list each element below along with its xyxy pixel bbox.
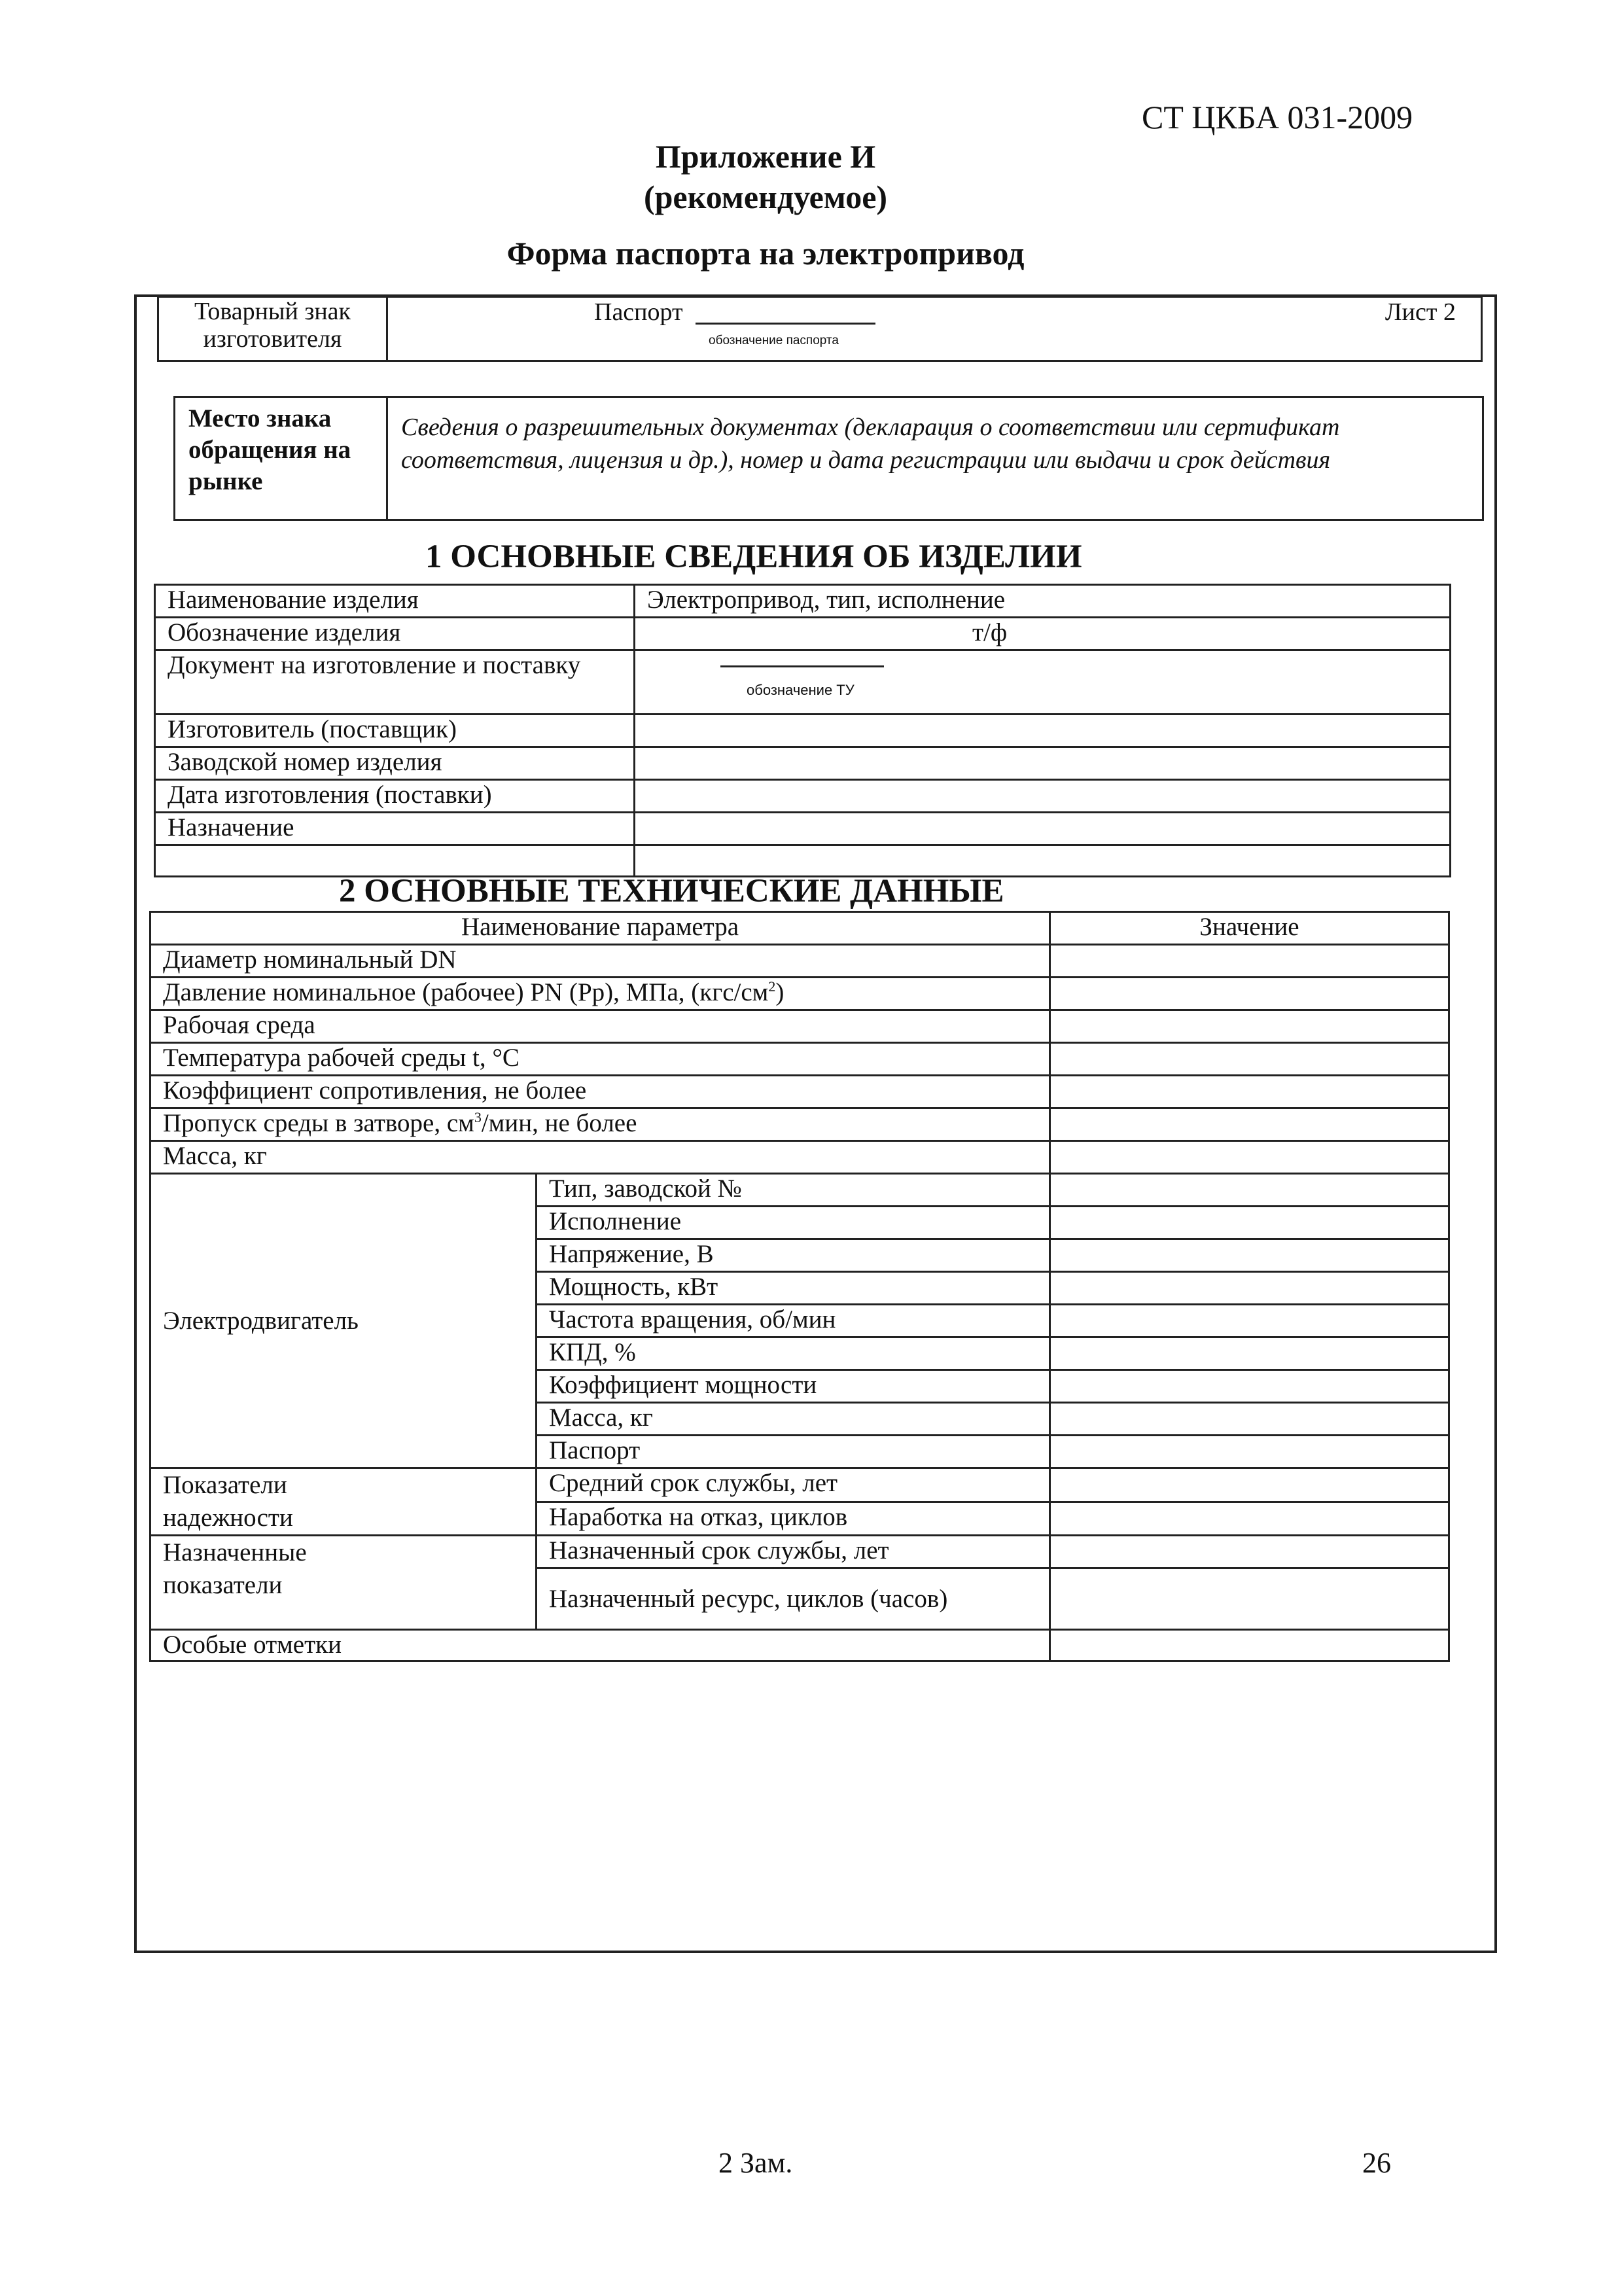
trademark-label: Товарный знак изготовителя bbox=[158, 297, 387, 361]
table-row bbox=[150, 1536, 1449, 1568]
passport-line bbox=[696, 323, 875, 325]
param-label bbox=[150, 978, 1050, 1010]
market-mark-label: Место знака обращения на рынке bbox=[175, 397, 387, 520]
row-value bbox=[635, 650, 1451, 715]
param-label: Тип, заводской № bbox=[537, 1174, 1050, 1207]
param-label: Паспорт bbox=[537, 1436, 1050, 1468]
table-row bbox=[155, 650, 1451, 715]
assigned-group-label: Назначенные показатели bbox=[150, 1536, 537, 1630]
param-value bbox=[1050, 1370, 1449, 1403]
row-value bbox=[635, 813, 1451, 845]
appendix-note: (рекомендуемое) bbox=[643, 179, 888, 215]
param-label: Масса, кг bbox=[537, 1403, 1050, 1436]
special-notes-label: Особые отметки bbox=[150, 1630, 1050, 1661]
passport-header bbox=[157, 296, 1483, 362]
market-table bbox=[173, 396, 1484, 521]
table-row bbox=[150, 1043, 1449, 1076]
row-label: Изготовитель (поставщик) bbox=[155, 715, 635, 747]
table-row bbox=[155, 715, 1451, 747]
row-label: Документ на изготовление и поставку bbox=[155, 650, 635, 715]
param-value bbox=[1050, 1536, 1449, 1568]
permits-info: Сведения о разрешительных документах (декларация о соответствии или сертификат соответствия, лицензия и др.), номер и дата регистрации или выдачи и срок действия bbox=[387, 397, 1483, 520]
column-header-value: Значение bbox=[1050, 912, 1449, 945]
param-value bbox=[1050, 945, 1449, 978]
row-label: Обозначение изделия bbox=[155, 618, 635, 650]
table-row bbox=[155, 780, 1451, 813]
param-value bbox=[1050, 1568, 1449, 1630]
table-row bbox=[150, 1076, 1449, 1108]
param-value bbox=[1050, 1043, 1449, 1076]
special-notes-value bbox=[1050, 1630, 1449, 1661]
param-label: Напряжение, В bbox=[537, 1239, 1050, 1272]
param-label: Рабочая среда bbox=[150, 1010, 1050, 1043]
param-value bbox=[1050, 1468, 1449, 1502]
table-row bbox=[155, 747, 1451, 780]
table-row bbox=[155, 585, 1451, 618]
form-title: Форма паспорта на электропривод bbox=[506, 235, 1025, 272]
table-row bbox=[150, 1468, 1449, 1502]
param-value bbox=[1050, 978, 1449, 1010]
passport-caption: обозначение паспорта bbox=[709, 334, 839, 347]
table-row bbox=[150, 1174, 1449, 1207]
table-row bbox=[150, 1108, 1449, 1141]
spec-line bbox=[720, 665, 884, 667]
section1-title: 1 ОСНОВНЫЕ СВЕДЕНИЯ ОБ ИЗДЕЛИИ bbox=[425, 539, 1082, 575]
appendix-title: Приложение И bbox=[655, 138, 876, 175]
param-label: Мощность, кВт bbox=[537, 1272, 1050, 1305]
passport-label: Паспорт bbox=[594, 298, 683, 326]
param-label: Частота вращения, об/мин bbox=[537, 1305, 1050, 1337]
product-info-table bbox=[154, 584, 1451, 877]
param-tail: /мин, не более bbox=[481, 1109, 637, 1137]
param-label: Масса, кг bbox=[150, 1141, 1050, 1174]
table-header-row bbox=[150, 912, 1449, 945]
row-value: Электропривод, тип, исполнение bbox=[635, 585, 1451, 618]
param-value bbox=[1050, 1403, 1449, 1436]
param-label: Коэффициент мощности bbox=[537, 1370, 1050, 1403]
table-row bbox=[150, 1010, 1449, 1043]
section2-title: 2 ОСНОВНЫЕ ТЕХНИЧЕСКИЕ ДАННЫЕ bbox=[339, 873, 1004, 910]
param-value bbox=[1050, 1436, 1449, 1468]
param-text: Пропуск среды в затворе, см bbox=[163, 1109, 474, 1137]
spec-caption: обозначение ТУ bbox=[747, 682, 855, 698]
param-label bbox=[150, 1108, 1050, 1141]
row-value bbox=[635, 747, 1451, 780]
reliability-group-label: Показатели надежности bbox=[150, 1468, 537, 1536]
param-label: Температура рабочей среды t, °С bbox=[150, 1043, 1050, 1076]
param-value bbox=[1050, 1272, 1449, 1305]
param-value bbox=[1050, 1207, 1449, 1239]
change-note: 2 Зам. bbox=[718, 2147, 793, 2179]
passport-designation bbox=[387, 297, 1482, 361]
superscript: 3 bbox=[474, 1109, 482, 1125]
param-value bbox=[1050, 1076, 1449, 1108]
row-label: Дата изготовления (поставки) bbox=[155, 780, 635, 813]
table-row bbox=[150, 945, 1449, 978]
row-label: Наименование изделия bbox=[155, 585, 635, 618]
param-label: Коэффициент сопротивления, не более bbox=[150, 1076, 1050, 1108]
param-label: КПД, % bbox=[537, 1337, 1050, 1370]
row-label: Назначение bbox=[155, 813, 635, 845]
row-value bbox=[635, 780, 1451, 813]
table-row bbox=[150, 1630, 1449, 1661]
motor-group-label: Электродвигатель bbox=[150, 1174, 537, 1468]
technical-data-table bbox=[149, 911, 1450, 1662]
superscript: 2 bbox=[768, 978, 776, 995]
param-text: Давление номинальное (рабочее) PN (Рр), МПа, (кгс/см bbox=[163, 978, 769, 1006]
param-label: Диаметр номинальный DN bbox=[150, 945, 1050, 978]
param-value bbox=[1050, 1337, 1449, 1370]
document-code: СТ ЦКБА 031-2009 bbox=[1142, 99, 1413, 135]
table-row bbox=[150, 978, 1449, 1010]
table-row bbox=[155, 618, 1451, 650]
param-label: Наработка на отказ, циклов bbox=[537, 1502, 1050, 1536]
param-label: Назначенный срок службы, лет bbox=[537, 1536, 1050, 1568]
param-value bbox=[1050, 1305, 1449, 1337]
param-value bbox=[1050, 1502, 1449, 1536]
param-tail: ) bbox=[775, 978, 785, 1006]
param-value bbox=[1050, 1108, 1449, 1141]
row-value: т/ф bbox=[635, 618, 1451, 650]
sheet-number: Лист 2 bbox=[1384, 298, 1456, 326]
table-row bbox=[150, 1141, 1449, 1174]
param-value bbox=[1050, 1174, 1449, 1207]
param-label: Средний срок службы, лет bbox=[537, 1468, 1050, 1502]
table-row bbox=[155, 813, 1451, 845]
param-label: Исполнение bbox=[537, 1207, 1050, 1239]
row-value bbox=[635, 715, 1451, 747]
param-value bbox=[1050, 1141, 1449, 1174]
page-number: 26 bbox=[1362, 2147, 1391, 2179]
param-value bbox=[1050, 1010, 1449, 1043]
param-label: Назначенный ресурс, циклов (часов) bbox=[537, 1568, 1050, 1630]
param-value bbox=[1050, 1239, 1449, 1272]
column-header-parameter: Наименование параметра bbox=[150, 912, 1050, 945]
row-label: Заводской номер изделия bbox=[155, 747, 635, 780]
